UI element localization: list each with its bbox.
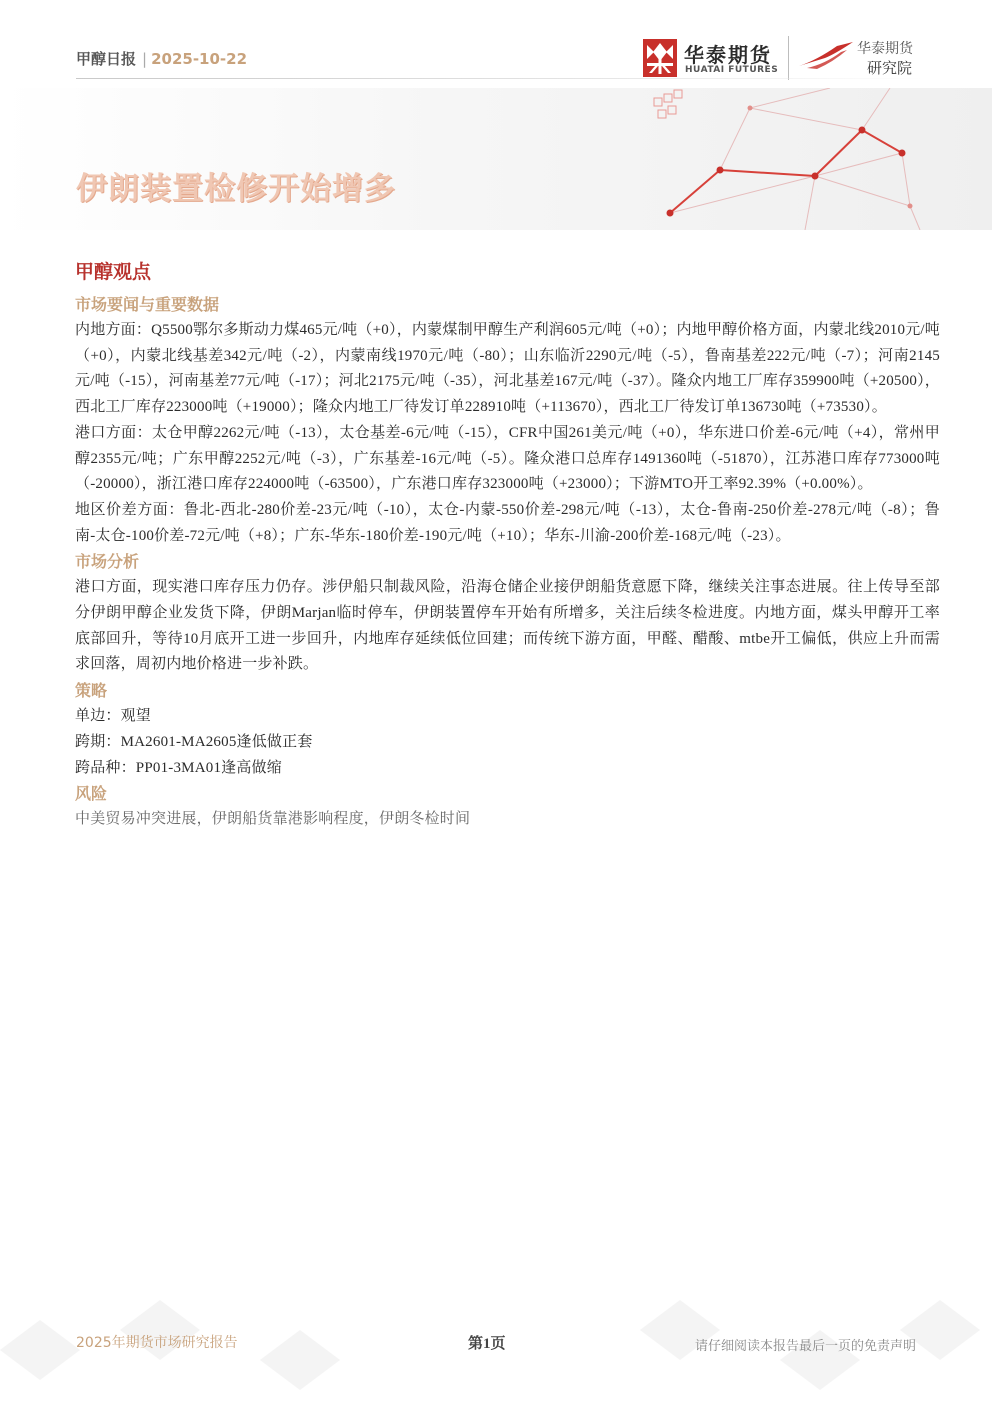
logo-english-name: HUATAI FUTURES	[685, 65, 779, 75]
strategy-item-single: 单边：观望	[75, 708, 152, 725]
institute-logo-icon	[797, 40, 855, 72]
strategy-item-cross: 跨品种：PP01-3MA01逢高做缩	[75, 759, 282, 776]
footer-report-series: 2025年期货市场研究报告	[76, 1335, 238, 1351]
footer-disclaimer: 请仔细阅读本报告最后一页的免责声明	[694, 1339, 916, 1354]
section-title: 甲醇观点	[75, 261, 152, 283]
huatai-logo-icon	[643, 39, 677, 77]
news-paragraph-port: 港口方面：太仓甲醇2262元/吨（-13），太仓基差-6元/吨（-15），CFR中国261美元/吨（+0），华东进口价差-6元/吨（+4），常州甲醇2355元/吨；广东甲醇2252元/吨（-3），广东基差-16元/吨（-5）。隆众港口总库存1491360吨（-51870），江苏港口库存773000吨（-20000），浙江港口库存224000吨（-63500），广东港口库存323000吨（+23000）；下游MTO开工率92.39%（+0.00%）。	[75, 424, 940, 493]
page-footer	[76, 1330, 924, 1358]
risk-heading: 风险	[75, 784, 108, 804]
news-paragraph-inland: 内地方面：Q5500鄂尔多斯动力煤465元/吨（+0），内蒙煤制甲醇生产利润605元/吨（+0）；内地甲醇价格方面，内蒙北线2010元/吨（+0），内蒙北线基差342元/吨（-2），内蒙南线1970元/吨（-80）；山东临沂2290元/吨（-5），鲁南基差222元/吨（-7）；河南2145元/吨（-15），河南基差77元/吨（-17）；河北2175元/吨（-35），河北基差167元/吨（-37）。隆众内地工厂库存359900吨（+20500），西北工厂库存223000吨（+19000）；隆众内地工厂待发订单228910吨（+113670），西北工厂待发订单136730吨（+73530）。	[75, 322, 940, 416]
logo-divider	[788, 36, 789, 80]
analysis-paragraph: 港口方面，现实港口库存压力仍存。涉伊船只制裁风险，沿海仓储企业接伊朗船货意愿下降，继续关注事态进展。往上传导至部分伊朗甲醇企业发货下降，伊朗Marjan临时停车，伊朗装置停车开始有所增多，关注后续冬检进度。内地方面，煤头甲醇开工率底部回升，等待10月底开工进一步回升，内地库存延续低位回建；而传统下游方面，甲醛、醋酸、mtbe开工偏低，供应上升而需求回落，周初内地价格进一步补跌。	[75, 579, 940, 673]
strategy-item-spread: 跨期：MA2601-MA2605逢低做正套	[75, 733, 313, 750]
report-header-label	[76, 48, 247, 69]
institute-name-line2: 研究院	[867, 59, 913, 77]
page-number: 第1页	[468, 1336, 506, 1352]
logo-chinese-name: 华泰期货	[684, 43, 772, 67]
risk-paragraph: 中美贸易冲突进展，伊朗船货靠港影响程度，伊朗冬检时间	[75, 811, 471, 828]
research-institute-logo	[797, 38, 927, 78]
header-rule	[76, 78, 924, 79]
network-graphic-icon	[630, 88, 930, 230]
institute-name-line1: 华泰期货	[857, 41, 913, 57]
huatai-futures-logo	[643, 39, 781, 79]
report-headline: 伊朗装置检修开始增多	[76, 171, 396, 207]
report-date: 2025-10-22	[151, 50, 248, 68]
news-paragraph-spread: 地区价差方面：鲁北-西北-280价差-23元/吨（-10），太仓-内蒙-550价差-298元/吨（-13），太仓-鲁南-250价差-278元/吨（-8）；鲁南-太仓-100价差-72元/吨（+8）；广东-华东-180价差-190元/吨（+10）；华东-川渝-200价差-168元/吨（-23）。	[75, 501, 940, 544]
strategy-heading: 策略	[75, 681, 108, 701]
header-separator: |	[142, 50, 148, 68]
report-name: 甲醇日报	[76, 50, 137, 68]
news-heading: 市场要闻与重要数据	[75, 295, 220, 314]
analysis-heading: 市场分析	[75, 552, 140, 572]
report-body	[75, 258, 940, 833]
